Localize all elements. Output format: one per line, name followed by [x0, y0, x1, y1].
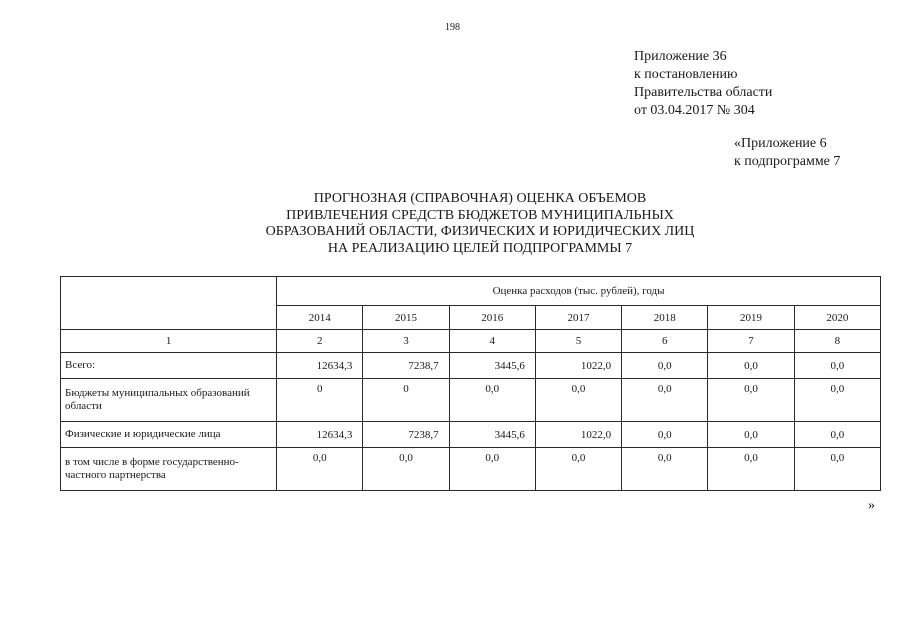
- year-header: 2020: [794, 306, 880, 330]
- row-label: Физические и юридические лица: [61, 422, 277, 448]
- table-cell: 0,0: [449, 379, 535, 422]
- subappendix-line: к подпрограмме 7: [734, 154, 841, 169]
- year-header: 2019: [708, 306, 794, 330]
- column-number: 5: [535, 330, 621, 353]
- table-cell: 7238,7: [363, 353, 449, 379]
- appendix-line: Приложение 36: [634, 49, 727, 64]
- column-number: 8: [794, 330, 880, 353]
- table-cell: 1022,0: [535, 353, 621, 379]
- title-line: ОБРАЗОВАНИЙ ОБЛАСТИ, ФИЗИЧЕСКИХ И ЮРИДИЧЕСКИХ ЛИЦ: [265, 224, 695, 239]
- year-header: 2014: [277, 306, 363, 330]
- column-number: 7: [708, 330, 794, 353]
- year-header: 2015: [363, 306, 449, 330]
- table-cell: 1022,0: [535, 422, 621, 448]
- table-cell: 12634,3: [277, 353, 363, 379]
- table-cell: 0: [363, 379, 449, 422]
- table-cell: 0,0: [794, 379, 880, 422]
- table-cell: 0,0: [708, 422, 794, 448]
- table-cell: 0,0: [794, 448, 880, 491]
- table-cell: 3445,6: [449, 353, 535, 379]
- column-number: 2: [277, 330, 363, 353]
- page-number: 198: [445, 22, 460, 33]
- table-cell: 0,0: [535, 379, 621, 422]
- table-cell: 0,0: [794, 353, 880, 379]
- table-row-total: [61, 353, 881, 379]
- column-number-row: [61, 330, 881, 353]
- table-cell: 0,0: [622, 422, 708, 448]
- column-number: 3: [363, 330, 449, 353]
- appendix-line: к постановлению: [634, 67, 738, 82]
- appendix-line: от 03.04.2017 № 304: [634, 103, 755, 118]
- estimate-table: [60, 276, 881, 491]
- expense-estimate-header: Оценка расходов (тыс. рублей), годы: [277, 277, 881, 306]
- row-label: Всего:: [61, 353, 277, 379]
- table-row-individuals-legal-entities: [61, 422, 881, 448]
- row-label: Бюджеты муниципальных образований области: [61, 379, 277, 422]
- table-row-public-private-partnership: [61, 448, 881, 491]
- table-cell: 0,0: [708, 379, 794, 422]
- column-number: 1: [61, 330, 277, 353]
- row-label: в том числе в форме государственно-частного партнерства: [61, 448, 277, 491]
- subappendix-reference: [734, 135, 840, 171]
- table-cell: 0,0: [622, 448, 708, 491]
- table-cell: 0,0: [708, 353, 794, 379]
- document-title: [140, 191, 820, 257]
- appendix-line: Правительства области: [634, 85, 773, 100]
- table-cell: 0,0: [622, 353, 708, 379]
- table-header-row: [61, 277, 881, 306]
- column-number: 6: [622, 330, 708, 353]
- column-number: 4: [449, 330, 535, 353]
- table-cell: 0,0: [363, 448, 449, 491]
- table-cell: 7238,7: [363, 422, 449, 448]
- subappendix-line: «Приложение 6: [734, 136, 827, 151]
- table-cell: 3445,6: [449, 422, 535, 448]
- table-cell: 12634,3: [277, 422, 363, 448]
- year-header: 2018: [622, 306, 708, 330]
- table-row-municipal-budgets: [61, 379, 881, 422]
- table-cell: 0,0: [535, 448, 621, 491]
- table-cell: 0,0: [449, 448, 535, 491]
- title-line: ПРИВЛЕЧЕНИЯ СРЕДСТВ БЮДЖЕТОВ МУНИЦИПАЛЬНЫХ: [286, 207, 674, 223]
- table-cell: 0,0: [622, 379, 708, 422]
- title-line: НА РЕАЛИЗАЦИЮ ЦЕЛЕЙ ПОДПРОГРАММЫ 7: [327, 240, 633, 256]
- appendix-reference: [634, 48, 772, 120]
- table-cell: 0,0: [794, 422, 880, 448]
- title-line: ПРОГНОЗНАЯ (СПРАВОЧНАЯ) ОЦЕНКА ОБЪЕМОВ: [313, 191, 647, 206]
- year-header: 2017: [535, 306, 621, 330]
- table-cell: 0,0: [708, 448, 794, 491]
- table-cell: 0,0: [277, 448, 363, 491]
- table-cell: 0: [277, 379, 363, 422]
- closing-quote: »: [868, 498, 875, 513]
- year-header: 2016: [449, 306, 535, 330]
- header-blank-cell: [61, 277, 277, 330]
